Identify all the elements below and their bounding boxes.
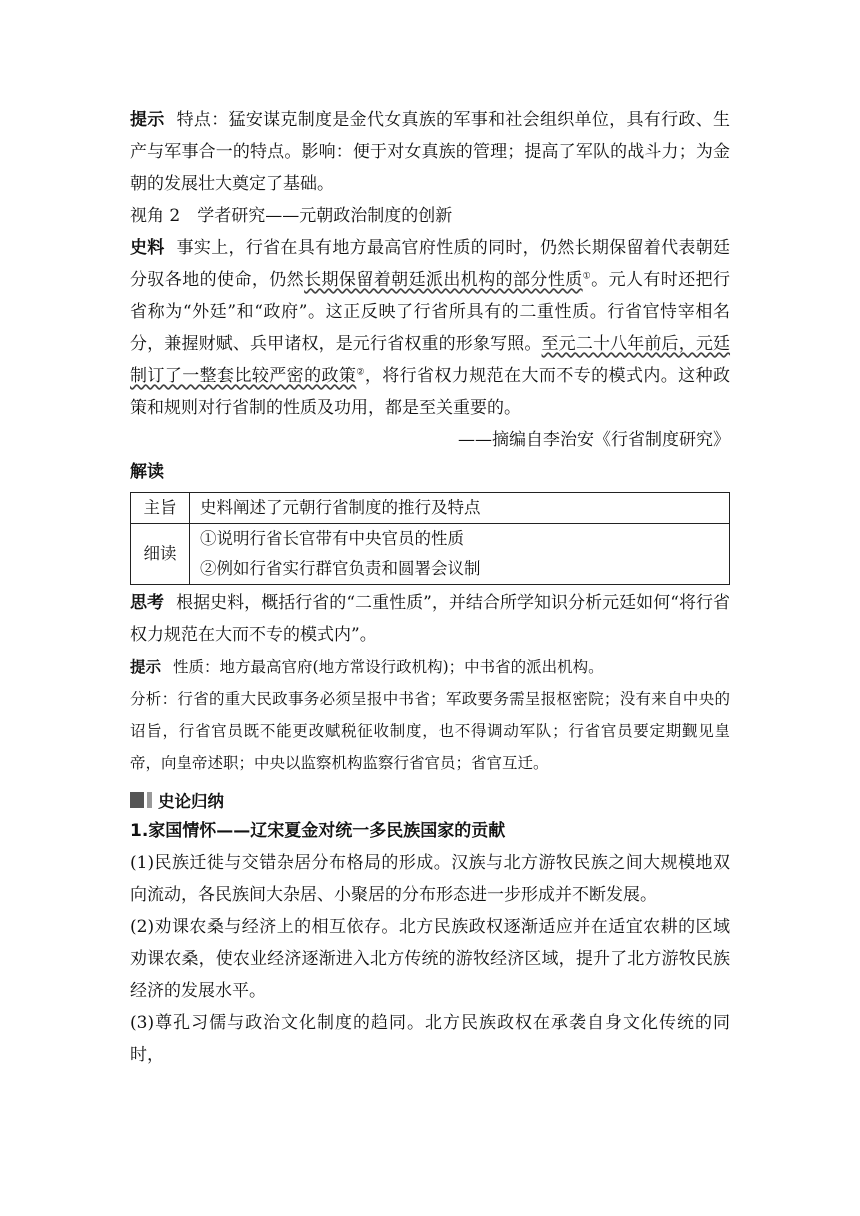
perspective-heading: 视角 2 学者研究——元朝政治制度的创新: [130, 206, 453, 226]
hint-text-2: 性质：地方最高官府(地方常设行政机构)；中书省的派出机构。: [173, 658, 604, 676]
summary-paragraph-2: (2)劝课农桑与经济上的相互依存。北方民族政权逐渐适应并在适宜农耕的区域劝课农桑，使农业经济逐渐进入北方传统的游牧经济区域，提升了北方游牧民族经济的发展水平。: [130, 917, 730, 1001]
interpret-table: [130, 492, 730, 585]
table-row: [131, 493, 730, 524]
table-row: [131, 554, 730, 585]
source-citation: ——摘编自李治安《行省制度研究》: [458, 430, 730, 450]
summary-heading: 1.家国情怀——辽宋夏金对统一多民族国家的贡献: [130, 821, 506, 841]
think-paragraph: [130, 587, 730, 651]
section-marker-bar-icon: [147, 792, 152, 808]
hint-paragraph-2: [130, 651, 730, 683]
source-label: 史料: [130, 238, 165, 258]
source-text-2: 。元人有时还把行省称为“外廷”和“政府”。这正反映了行省所具有的二重性质。行省官恃宰相名分，兼握财赋、兵甲诸权，是元行省权重的形象写照。: [130, 270, 731, 354]
think-label: 思考: [130, 593, 165, 613]
source-underline-1: 长期保留着朝廷派出机构的部分性质: [304, 270, 583, 290]
source-text-3: ，将行省权力规范在大而不专的模式内。这种政策和规则对行省制的性质及功用，都是至关重要的。: [130, 366, 731, 418]
source-paragraph: [130, 232, 730, 424]
footnote-marker-2: ②: [356, 367, 365, 378]
source-text-1: 事实上，行省在具有地方最高官府性质的同时，仍然长期保留着代表朝廷分驭各地的使命，仍然: [130, 238, 731, 290]
table-row: [131, 524, 730, 555]
hint-text: 特点：猛安谋克制度是金代女真族的军事和社会组织单位，具有行政、生产与军事合一的特点。影响：便于对女真族的管理；提高了军队的战斗力；为金朝的发展壮大奠定了基础。: [130, 110, 731, 194]
detail-label-cell: 细读: [131, 524, 190, 585]
main-label-cell: 主旨: [131, 493, 190, 524]
hint-label: 提示: [130, 110, 165, 130]
hint-paragraph-1: [130, 104, 730, 200]
source-underline-2: 至元二十八年前后，元廷制订了一整套比较严密的政策: [130, 334, 731, 386]
footnote-marker-1: ①: [582, 271, 592, 282]
section-title: 史论归纳: [158, 792, 224, 811]
section-header: [130, 785, 730, 815]
interpret-label: 解读: [130, 462, 164, 482]
analysis-paragraph: 分析：行省的重大民政事务必须呈报中书省；军政要务需呈报枢密院；没有来自中央的诏旨，行省官员既不能更改赋税征收制度，也不得调动军队；行省官员要定期觐见皇帝，向皇帝述职；中央以监察机构监察行省官员；省官互迁。: [130, 690, 730, 772]
section-marker-icon: [130, 792, 144, 808]
think-text: 根据史料，概括行省的“二重性质”，并结合所学知识分析元廷如何“将行省权力规范在大而不专的模式内”。: [130, 593, 731, 645]
detail-cell-1: ①说明行省长官带有中央官员的性质: [190, 524, 730, 555]
main-text-cell: 史料阐述了元朝行省制度的推行及特点: [190, 493, 730, 524]
summary-paragraph-3: (3)尊孔习儒与政治文化制度的趋同。北方民族政权在承袭自身文化传统的同时，: [130, 1013, 730, 1065]
page-content: [130, 104, 730, 1071]
detail-cell-2: ②例如行省实行群官负责和圆署会议制: [190, 554, 730, 585]
hint-label-2: 提示: [130, 658, 162, 676]
summary-paragraph-1: (1)民族迁徙与交错杂居分布格局的形成。汉族与北方游牧民族之间大规模地双向流动，各民族间大杂居、小聚居的分布形态进一步形成并不断发展。: [130, 853, 730, 905]
